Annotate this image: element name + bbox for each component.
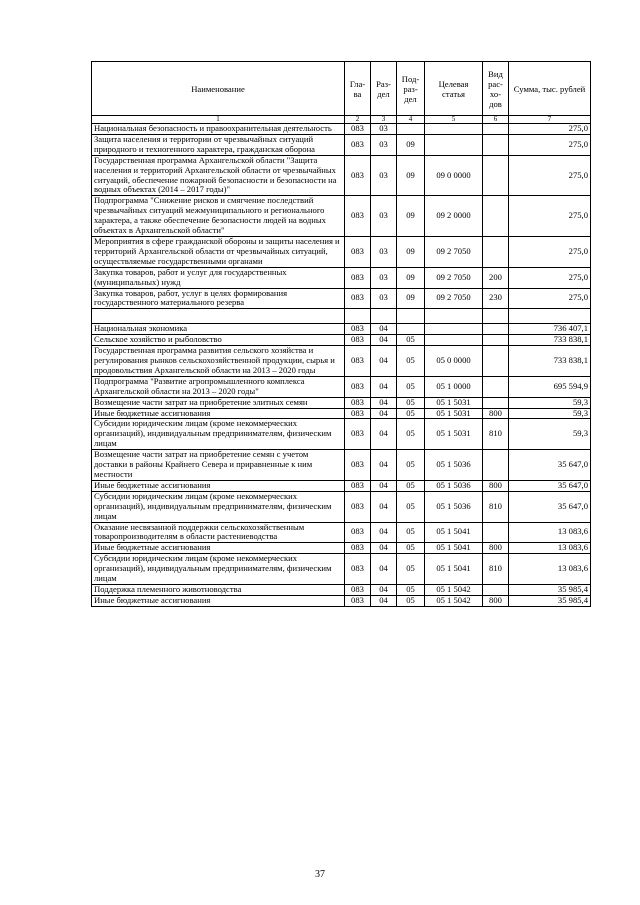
- row-target: [425, 124, 483, 135]
- row-chapter: 083: [345, 134, 371, 155]
- row-section: 03: [371, 134, 397, 155]
- table-header: [92, 62, 591, 124]
- row-section: [371, 309, 397, 324]
- row-name: Закупка товаров, работ, услуг в целях формирования государственного материального резерва: [92, 288, 345, 309]
- column-number: 5: [425, 116, 483, 124]
- row-amount: [509, 309, 591, 324]
- row-chapter: 083: [345, 397, 371, 408]
- row-chapter: 083: [345, 155, 371, 196]
- table-row: [92, 124, 591, 135]
- row-subsection: 09: [397, 134, 425, 155]
- row-section: 03: [371, 196, 397, 237]
- row-amount: 275,0: [509, 267, 591, 288]
- row-subsection: 05: [397, 480, 425, 491]
- row-target: 09 2 0000: [425, 196, 483, 237]
- row-name: Иные бюджетные ассигнования: [92, 543, 345, 554]
- table-row: [92, 419, 591, 450]
- row-chapter: 083: [345, 543, 371, 554]
- table-row: [92, 408, 591, 419]
- row-amount: 695 594,9: [509, 376, 591, 397]
- table-row: [92, 584, 591, 595]
- row-subsection: [397, 124, 425, 135]
- row-chapter: 083: [345, 595, 371, 606]
- row-amount: 275,0: [509, 155, 591, 196]
- row-section: 04: [371, 595, 397, 606]
- table-body: [92, 124, 591, 607]
- row-expense-type: [483, 196, 509, 237]
- row-target: [425, 134, 483, 155]
- table-row: [92, 346, 591, 377]
- row-chapter: 083: [345, 236, 371, 267]
- row-subsection: 09: [397, 196, 425, 237]
- row-expense-type: 810: [483, 491, 509, 522]
- row-expense-type: 800: [483, 595, 509, 606]
- row-section: 04: [371, 346, 397, 377]
- row-target: 05 1 5041: [425, 543, 483, 554]
- row-subsection: 05: [397, 543, 425, 554]
- row-expense-type: [483, 397, 509, 408]
- row-chapter: 083: [345, 124, 371, 135]
- row-amount: 275,0: [509, 236, 591, 267]
- row-subsection: 05: [397, 408, 425, 419]
- row-chapter: 083: [345, 346, 371, 377]
- row-chapter: 083: [345, 408, 371, 419]
- row-subsection: 05: [397, 595, 425, 606]
- row-section: 03: [371, 236, 397, 267]
- row-expense-type: 230: [483, 288, 509, 309]
- table-row: [92, 267, 591, 288]
- row-section: 04: [371, 480, 397, 491]
- row-chapter: 083: [345, 335, 371, 346]
- row-amount: 35 985,4: [509, 584, 591, 595]
- row-amount: 733 838,1: [509, 346, 591, 377]
- row-expense-type: [483, 346, 509, 377]
- row-expense-type: 800: [483, 408, 509, 419]
- row-target: 09 2 7050: [425, 267, 483, 288]
- row-amount: 13 083,6: [509, 522, 591, 543]
- row-name: Субсидии юридическим лицам (кроме некоммерческих организаций), индивидуальным предпринимателям, физическим лицам: [92, 491, 345, 522]
- row-section: 04: [371, 450, 397, 481]
- row-section: 04: [371, 324, 397, 335]
- row-expense-type: [483, 236, 509, 267]
- row-name: Поддержка племенного животноводства: [92, 584, 345, 595]
- row-section: 04: [371, 543, 397, 554]
- row-expense-type: [483, 324, 509, 335]
- row-expense-type: [483, 335, 509, 346]
- column-number: 1: [92, 116, 345, 124]
- column-number: 4: [397, 116, 425, 124]
- row-name: Подпрограмма "Снижение рисков и смягчение последствий чрезвычайных ситуаций межмуниципального и регионального характера, а также обеспечение безопасности людей на водных объектах в Архангельской области": [92, 196, 345, 237]
- row-target: 05 1 5031: [425, 408, 483, 419]
- row-subsection: 05: [397, 522, 425, 543]
- row-target: 09 2 7050: [425, 236, 483, 267]
- row-expense-type: [483, 584, 509, 595]
- row-chapter: 083: [345, 196, 371, 237]
- row-subsection: 05: [397, 376, 425, 397]
- table-row: [92, 196, 591, 237]
- row-name: Иные бюджетные ассигнования: [92, 480, 345, 491]
- budget-table: [91, 61, 591, 607]
- row-subsection: 05: [397, 584, 425, 595]
- row-target: 09 0 0000: [425, 155, 483, 196]
- row-subsection: 05: [397, 450, 425, 481]
- row-name: Иные бюджетные ассигнования: [92, 595, 345, 606]
- row-expense-type: [483, 124, 509, 135]
- header-name: Наименование: [92, 62, 345, 116]
- header-row: [92, 62, 591, 116]
- row-subsection: 09: [397, 267, 425, 288]
- row-section: 03: [371, 288, 397, 309]
- header-subsection: Под-раз-дел: [397, 62, 425, 116]
- row-name: Возмещение части затрат на приобретение элитных семян: [92, 397, 345, 408]
- row-amount: 275,0: [509, 124, 591, 135]
- row-target: [425, 309, 483, 324]
- table-row: [92, 554, 591, 585]
- table-row: [92, 543, 591, 554]
- row-chapter: 083: [345, 584, 371, 595]
- row-expense-type: [483, 450, 509, 481]
- header-target: Целевая статья: [425, 62, 483, 116]
- row-section: 04: [371, 584, 397, 595]
- row-subsection: 05: [397, 419, 425, 450]
- row-amount: 275,0: [509, 196, 591, 237]
- row-expense-type: [483, 309, 509, 324]
- row-expense-type: [483, 134, 509, 155]
- row-expense-type: [483, 376, 509, 397]
- row-chapter: 083: [345, 267, 371, 288]
- row-target: 05 1 5042: [425, 595, 483, 606]
- row-section: 04: [371, 554, 397, 585]
- row-target: 05 1 5041: [425, 522, 483, 543]
- header-expense-type: Вид рас-хо-дов: [483, 62, 509, 116]
- row-expense-type: [483, 155, 509, 196]
- row-name: [92, 309, 345, 324]
- row-amount: 35 647,0: [509, 491, 591, 522]
- row-amount: 736 407,1: [509, 324, 591, 335]
- row-amount: 13 083,6: [509, 554, 591, 585]
- row-amount: 275,0: [509, 288, 591, 309]
- row-section: 04: [371, 335, 397, 346]
- row-section: 04: [371, 376, 397, 397]
- table-row: [92, 155, 591, 196]
- row-section: 04: [371, 522, 397, 543]
- header-amount: Сумма, тыс. рублей: [509, 62, 591, 116]
- row-target: 05 1 5031: [425, 419, 483, 450]
- row-target: 05 1 0000: [425, 376, 483, 397]
- row-amount: 275,0: [509, 134, 591, 155]
- row-amount: 59,3: [509, 419, 591, 450]
- table-row: [92, 288, 591, 309]
- row-name: Национальная экономика: [92, 324, 345, 335]
- column-number: 2: [345, 116, 371, 124]
- row-chapter: 083: [345, 480, 371, 491]
- table-row: [92, 522, 591, 543]
- row-expense-type: 810: [483, 554, 509, 585]
- row-name: Субсидии юридическим лицам (кроме некоммерческих организаций), индивидуальным предпринимателям, физическим лицам: [92, 554, 345, 585]
- table-row: [92, 595, 591, 606]
- row-name: Мероприятия в сфере гражданской обороны и защиты населения и территорий Архангельской области от чрезвычайных ситуаций, осуществляемые государственными органами: [92, 236, 345, 267]
- row-chapter: [345, 309, 371, 324]
- row-target: 05 1 5031: [425, 397, 483, 408]
- row-subsection: 09: [397, 236, 425, 267]
- row-target: 05 1 5036: [425, 491, 483, 522]
- table-row: [92, 324, 591, 335]
- row-name: Сельское хозяйство и рыболовство: [92, 335, 345, 346]
- row-target: 05 1 5036: [425, 450, 483, 481]
- row-chapter: 083: [345, 324, 371, 335]
- row-expense-type: 800: [483, 480, 509, 491]
- row-name: Подпрограмма "Развитие агропромышленного комплекса Архангельской области на 2013 – 2020 годы": [92, 376, 345, 397]
- row-amount: 59,3: [509, 408, 591, 419]
- row-name: Защита населения и территории от чрезвычайных ситуаций природного и техногенного характера, гражданская оборона: [92, 134, 345, 155]
- table-row: [92, 491, 591, 522]
- row-section: 04: [371, 408, 397, 419]
- row-amount: 35 985,4: [509, 595, 591, 606]
- row-name: Закупка товаров, работ и услуг для государственных (муниципальных) нужд: [92, 267, 345, 288]
- column-number: 6: [483, 116, 509, 124]
- column-number: 7: [509, 116, 591, 124]
- header-chapter: Гла-ва: [345, 62, 371, 116]
- table-row: [92, 450, 591, 481]
- row-subsection: 05: [397, 397, 425, 408]
- row-target: 09 2 7050: [425, 288, 483, 309]
- row-expense-type: 800: [483, 543, 509, 554]
- row-name: Национальная безопасность и правоохранительная деятельность: [92, 124, 345, 135]
- row-name: Государственная программа Архангельской области "Защита населения и территорий Архангельской области от чрезвычайных ситуаций, обеспечение пожарной безопасности и безопасности на водных объектах (2014 – 2017 годы)": [92, 155, 345, 196]
- table-row: [92, 236, 591, 267]
- row-chapter: 083: [345, 554, 371, 585]
- row-chapter: 083: [345, 419, 371, 450]
- row-target: 05 1 5041: [425, 554, 483, 585]
- row-expense-type: 200: [483, 267, 509, 288]
- row-amount: 13 083,6: [509, 543, 591, 554]
- row-amount: 733 838,1: [509, 335, 591, 346]
- row-subsection: 09: [397, 288, 425, 309]
- row-section: 03: [371, 155, 397, 196]
- row-chapter: 083: [345, 450, 371, 481]
- row-subsection: [397, 324, 425, 335]
- row-target: [425, 324, 483, 335]
- table-row: [92, 134, 591, 155]
- row-chapter: 083: [345, 288, 371, 309]
- row-chapter: 083: [345, 376, 371, 397]
- row-subsection: [397, 309, 425, 324]
- row-target: 05 0 0000: [425, 346, 483, 377]
- row-target: 05 1 5036: [425, 480, 483, 491]
- row-name: Субсидии юридическим лицам (кроме некоммерческих организаций), индивидуальным предпринимателям, физическим лицам: [92, 419, 345, 450]
- row-subsection: 05: [397, 346, 425, 377]
- row-name: Оказание несвязанной поддержки сельскохозяйственным товаропроизводителям в области растениеводства: [92, 522, 345, 543]
- row-section: 04: [371, 397, 397, 408]
- column-number: 3: [371, 116, 397, 124]
- row-expense-type: 810: [483, 419, 509, 450]
- row-section: 03: [371, 124, 397, 135]
- row-section: 03: [371, 267, 397, 288]
- row-name: Государственная программа развития сельского хозяйства и регулирования рынков сельскохозяйственной продукции, сырья и продовольствия Архангельской области на 2013 – 2020 годы: [92, 346, 345, 377]
- row-section: 04: [371, 491, 397, 522]
- row-amount: 35 647,0: [509, 480, 591, 491]
- row-subsection: 05: [397, 335, 425, 346]
- table-row: [92, 397, 591, 408]
- row-amount: 35 647,0: [509, 450, 591, 481]
- table-row: [92, 480, 591, 491]
- row-subsection: 09: [397, 155, 425, 196]
- row-chapter: 083: [345, 522, 371, 543]
- header-section: Раз-дел: [371, 62, 397, 116]
- table-row: [92, 376, 591, 397]
- row-target: 05 1 5042: [425, 584, 483, 595]
- table-row: [92, 335, 591, 346]
- row-chapter: 083: [345, 491, 371, 522]
- row-expense-type: [483, 522, 509, 543]
- table-row: [92, 309, 591, 324]
- row-subsection: 05: [397, 554, 425, 585]
- row-target: [425, 335, 483, 346]
- row-name: Иные бюджетные ассигнования: [92, 408, 345, 419]
- row-amount: 59,3: [509, 397, 591, 408]
- page-number: 37: [315, 869, 325, 880]
- row-section: 04: [371, 419, 397, 450]
- row-subsection: 05: [397, 491, 425, 522]
- row-name: Возмещение части затрат на приобретение семян с учетом доставки в районы Крайнего Севера и приравненные к ним местности: [92, 450, 345, 481]
